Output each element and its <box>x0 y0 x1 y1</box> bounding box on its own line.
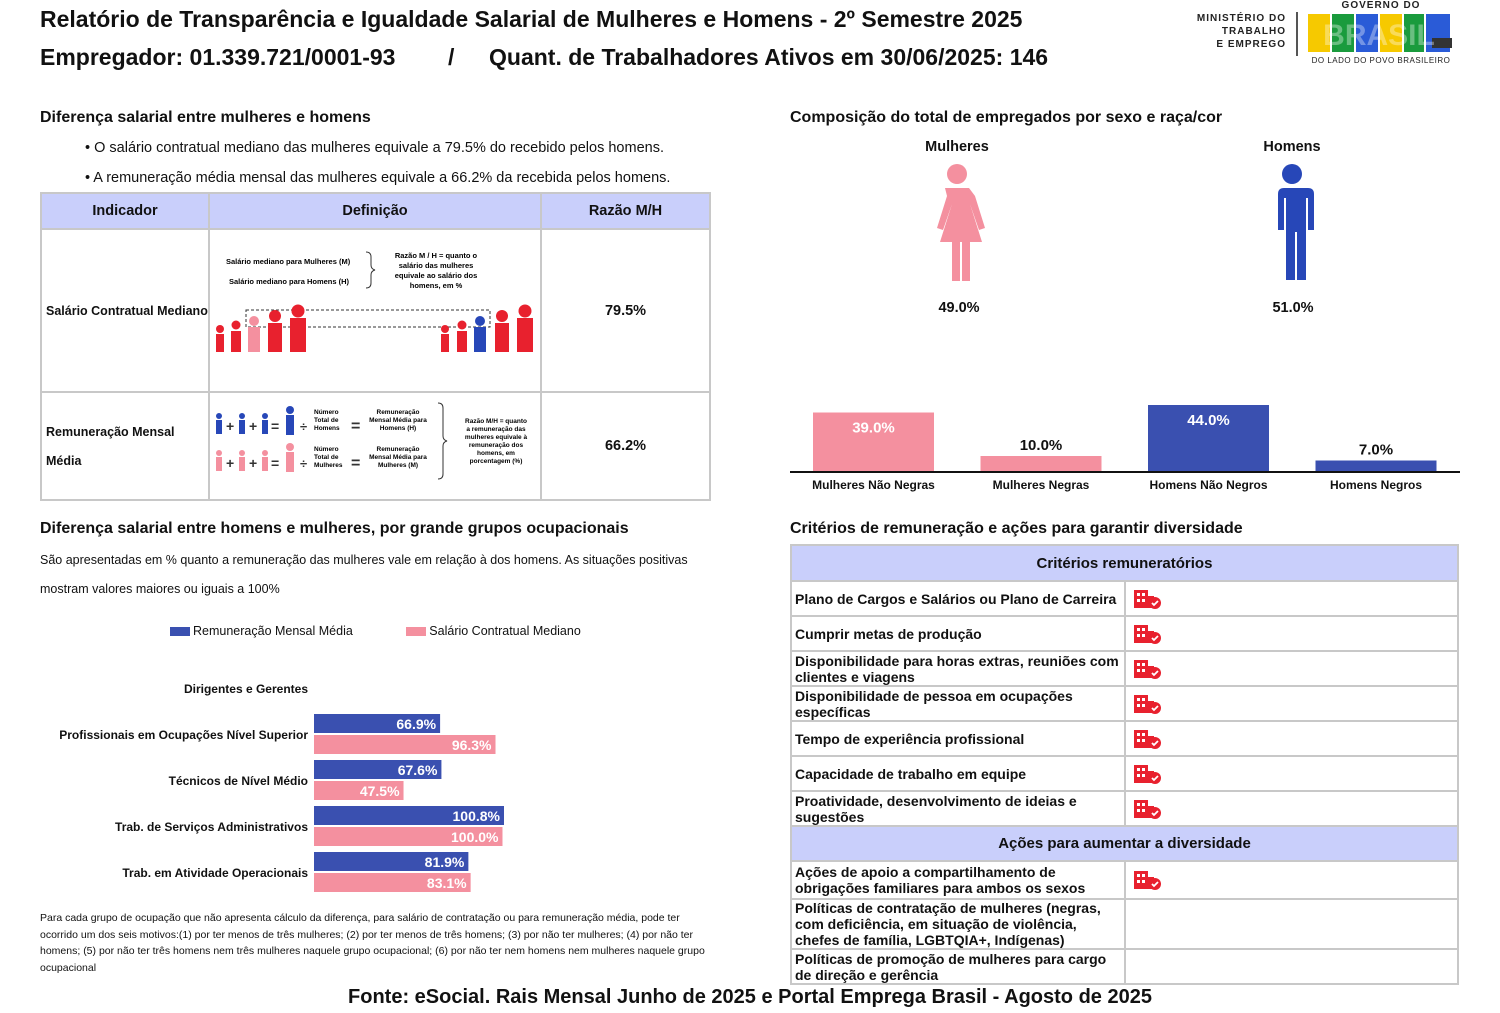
bullet-mean: • A remuneração média mensal das mulheres equivale a 66.2% da recebida pelos homens. <box>85 170 671 186</box>
category-label: Homens Não Negros <box>1149 478 1268 492</box>
men-sum-figures <box>216 406 294 435</box>
criteria-status-cell <box>1125 651 1459 686</box>
government-logo <box>1308 0 1454 70</box>
criteria-label: Disponibilidade de pessoa em ocupações específicas <box>791 686 1125 721</box>
occupational-description-line2: mostram valores maiores ou iguais a 100% <box>40 582 280 596</box>
category-label: Técnicos de Nível Médio <box>168 774 308 788</box>
category-label: Trab. em Atividade Operacionais <box>122 866 308 880</box>
criteria-table <box>790 544 1459 985</box>
svg-text:+: + <box>249 455 258 471</box>
brasil-wordmark <box>1308 12 1454 54</box>
svg-text:mulheres equivale à: mulheres equivale à <box>464 434 528 441</box>
building-check-icon <box>1133 658 1163 680</box>
criteria-label: Políticas de promoção de mulheres para cargo de direção e gerência <box>791 949 1125 984</box>
row-label-mean-line1: Remuneração Mensal <box>46 424 175 439</box>
svg-text:Mensal Média para: Mensal Média para <box>369 454 427 461</box>
building-check-icon <box>1133 798 1163 820</box>
svg-text:÷: ÷ <box>300 456 308 471</box>
svg-text:salário das mulheres: salário das mulheres <box>398 261 474 270</box>
svg-text:Salário mediano para Mulheres: Salário mediano para Mulheres (M) <box>226 257 351 266</box>
criteria-status-cell <box>1125 756 1459 791</box>
building-check-icon <box>1133 869 1163 891</box>
criteria-status-cell <box>1125 721 1459 756</box>
svg-text:Mulheres (M): Mulheres (M) <box>377 462 419 469</box>
category-label: Mulheres Não Negras <box>812 478 935 492</box>
row-label-mean-line2: Média <box>46 453 82 468</box>
ratio-mean: 66.2% <box>541 392 710 500</box>
svg-text:Remuneração: Remuneração <box>376 409 420 416</box>
header-separator: / <box>448 44 455 70</box>
col-header-ratio: Razão M/H <box>541 193 710 229</box>
source-footer: Fonte: eSocial. Rais Mensal Junho de 2025 e Portal Emprega Brasil - Agosto de 2025 <box>348 986 1152 1008</box>
criteria-row <box>791 899 1458 949</box>
ministry-line: TRABALHO <box>1221 26 1286 37</box>
criteria-section-header: Ações para aumentar a diversidade <box>791 826 1458 861</box>
criteria-label: Ações de apoio a compartilhamento de obrigações familiares para ambos os sexos <box>791 861 1125 899</box>
ratio-median: 79.5% <box>541 229 710 392</box>
svg-text:Razão M / H = quanto o: Razão M / H = quanto o <box>394 251 478 260</box>
criteria-label: Disponibilidade para horas extras, reuniões com clientes e viagens <box>791 651 1125 686</box>
criteria-status-cell <box>1125 686 1459 721</box>
legend-item-remuneration: Remuneração Mensal Média <box>170 624 356 638</box>
bar-value-label: 67.6% <box>397 762 438 778</box>
svg-text:homens, em %: homens, em % <box>409 281 463 290</box>
svg-text:+: + <box>249 418 258 434</box>
definition-median <box>209 229 541 392</box>
criteria-row <box>791 581 1458 616</box>
composition-title: Composição do total de empregados por sexo e raça/cor <box>790 109 1223 126</box>
bar-3 <box>1316 461 1437 472</box>
legend-item-salary: Salário Contratual Mediano <box>406 624 580 638</box>
svg-text:Total de: Total de <box>314 454 339 461</box>
employer-id: Empregador: 01.339.721/0001-93 <box>40 44 396 70</box>
category-label: Trab. de Serviços Administrativos <box>115 820 308 834</box>
ministry-logo <box>1182 12 1286 51</box>
row-label-mean <box>41 392 209 500</box>
bar-value-label: 81.9% <box>424 854 465 870</box>
svg-text:equivale ao salário dos: equivale ao salário dos <box>394 271 478 280</box>
col-header-definition: Definição <box>209 193 541 229</box>
people-group-right <box>441 305 533 353</box>
svg-text:Homens: Homens <box>314 425 340 432</box>
legend-swatch-blue <box>170 627 190 636</box>
occupational-bar-chart <box>40 675 560 897</box>
criteria-row <box>791 861 1458 899</box>
median-definition-illustration <box>210 230 540 388</box>
svg-text:Remuneração: Remuneração <box>376 446 420 453</box>
gov-top-text: GOVERNO DO <box>1341 0 1421 11</box>
women-percentage: 49.0% <box>938 300 980 316</box>
criteria-row <box>791 756 1458 791</box>
building-check-icon <box>1133 693 1163 715</box>
category-label: Mulheres Negras <box>992 478 1090 492</box>
building-check-icon <box>1133 588 1163 610</box>
report-title: Relatório de Transparência e Igualdade Salarial de Mulheres e Homens - 2º Semestre 2025 <box>40 6 1023 32</box>
criteria-status-cell <box>1125 949 1459 984</box>
bar-value-label: 44.0% <box>1187 412 1230 429</box>
category-label: Profissionais em Ocupações Nível Superior <box>59 728 308 742</box>
criteria-row <box>791 616 1458 651</box>
bar-value-label: 96.3% <box>451 737 492 753</box>
criteria-row <box>791 791 1458 826</box>
bar-value-label: 10.0% <box>1019 437 1063 454</box>
criteria-status-cell <box>1125 581 1459 616</box>
bar-value-label: 100.8% <box>452 808 500 824</box>
building-check-icon <box>1133 623 1163 645</box>
criteria-status-cell <box>1125 861 1459 899</box>
indicator-table <box>40 192 711 501</box>
bar-value-label: 66.9% <box>396 716 437 732</box>
svg-text:=: = <box>351 418 361 435</box>
svg-text:Total de: Total de <box>314 417 339 424</box>
chart-legend <box>170 624 581 638</box>
woman-icon <box>925 163 989 283</box>
footnote: Para cada grupo de ocupação que não apresenta cálculo da diferença, para salário de contratação ou para remuneração média, pode ter ocorrido um dos seis motivos:(1) por ter menos de três mulheres; (2) por ter menos de três homens; (3) por não ter mulheres; (4) por não ter homens; (5) por não ter três homens nem três mulheres naquele grupo ocupacional; (6) por não ter nem homens nem mulheres naquele grupo ocupacional <box>40 912 705 974</box>
men-label: Homens <box>1263 139 1321 155</box>
ministry-line: E EMPREGO <box>1216 39 1286 50</box>
svg-text:=: = <box>271 455 280 471</box>
criteria-label: Tempo de experiência profissional <box>791 721 1125 756</box>
active-workers: Quant. de Trabalhadores Ativos em 30/06/2025: 146 <box>489 44 1049 70</box>
brasil-wordmark-graphic <box>1308 12 1454 54</box>
svg-text:Mensal Média para: Mensal Média para <box>369 417 427 424</box>
men-percentage: 51.0% <box>1272 300 1314 316</box>
women-label: Mulheres <box>925 139 989 155</box>
col-header-indicator: Indicador <box>41 193 209 229</box>
category-label: Homens Negros <box>1329 478 1423 492</box>
criteria-row <box>791 949 1458 984</box>
svg-text:remuneração dos: remuneração dos <box>468 442 524 449</box>
svg-text:+: + <box>226 455 235 471</box>
svg-text:BRASIL: BRASIL <box>1323 19 1435 52</box>
women-sum-figures <box>216 443 294 472</box>
svg-text:+: + <box>226 418 235 434</box>
category-label: Dirigentes e Gerentes <box>183 682 308 696</box>
svg-text:Mulheres: Mulheres <box>314 462 343 469</box>
criteria-label: Capacidade de trabalho em equipe <box>791 756 1125 791</box>
svg-text:Salário mediano para Homens (H: Salário mediano para Homens (H) <box>229 277 350 286</box>
bar-value-label: 39.0% <box>852 419 895 437</box>
criteria-row <box>791 686 1458 721</box>
building-check-icon <box>1133 728 1163 750</box>
criteria-status-cell <box>1125 899 1459 949</box>
bar-value-label: 7.0% <box>1358 441 1394 459</box>
svg-text:Razão M/H = quanto: Razão M/H = quanto <box>465 418 527 425</box>
svg-text:÷: ÷ <box>300 419 308 434</box>
criteria-row <box>791 651 1458 686</box>
criteria-row <box>791 721 1458 756</box>
logo-divider <box>1296 12 1298 56</box>
occupational-title: Diferença salarial entre homens e mulheres, por grande grupos ocupacionais <box>40 520 629 537</box>
definition-mean <box>209 392 541 500</box>
salary-diff-title: Diferença salarial entre mulheres e homens <box>40 109 371 126</box>
criteria-status-cell <box>1125 791 1459 826</box>
people-group-left <box>216 305 306 353</box>
row-label-median: Salário Contratual Mediano <box>41 229 209 392</box>
bar-value-label: 100.0% <box>451 829 499 845</box>
svg-text:Número: Número <box>314 409 339 416</box>
occupational-description-line1: São apresentadas em % quanto a remuneração das mulheres vale em relação à dos homens. As situações positivas <box>40 553 688 567</box>
criteria-status-cell <box>1125 616 1459 651</box>
bullet-median: • O salário contratual mediano das mulheres equivale a 79.5% do recebido pelos homens. <box>85 140 664 156</box>
svg-text:=: = <box>351 455 361 472</box>
bar-value-label: 83.1% <box>426 875 467 891</box>
criteria-section-header: Critérios remuneratórios <box>791 545 1458 581</box>
svg-text:=: = <box>271 418 280 434</box>
svg-text:Número: Número <box>314 446 339 453</box>
gov-bottom-text: DO LADO DO POVO BRASILEIRO <box>1311 56 1451 65</box>
man-icon <box>1262 163 1322 283</box>
criteria-label: Cumprir metas de produção <box>791 616 1125 651</box>
svg-text:homens, em: homens, em <box>477 450 515 457</box>
svg-text:Homens (H): Homens (H) <box>379 425 417 432</box>
criteria-label: Proatividade, desenvolvimento de ideias e sugestões <box>791 791 1125 826</box>
criteria-label: Plano de Cargos e Salários ou Plano de Carreira <box>791 581 1125 616</box>
composition-bar-chart <box>785 395 1465 497</box>
svg-text:porcentagem (%): porcentagem (%) <box>469 458 523 465</box>
legend-swatch-pink <box>406 627 426 636</box>
criteria-label: Políticas de contratação de mulheres (negras, com deficiência, em situação de violência, chefes de família, LGBTQIA+, Indígenas) <box>791 899 1125 949</box>
bar-value-label: 47.5% <box>359 783 400 799</box>
bar-1 <box>981 456 1102 471</box>
svg-text:a remuneração das: a remuneração das <box>466 426 526 433</box>
criteria-title: Critérios de remuneração e ações para garantir diversidade <box>790 520 1243 537</box>
building-check-icon <box>1133 763 1163 785</box>
mean-definition-illustration <box>210 393 540 496</box>
ministry-line: MINISTÉRIO DO <box>1196 13 1286 24</box>
x-axis-line <box>790 471 1460 473</box>
